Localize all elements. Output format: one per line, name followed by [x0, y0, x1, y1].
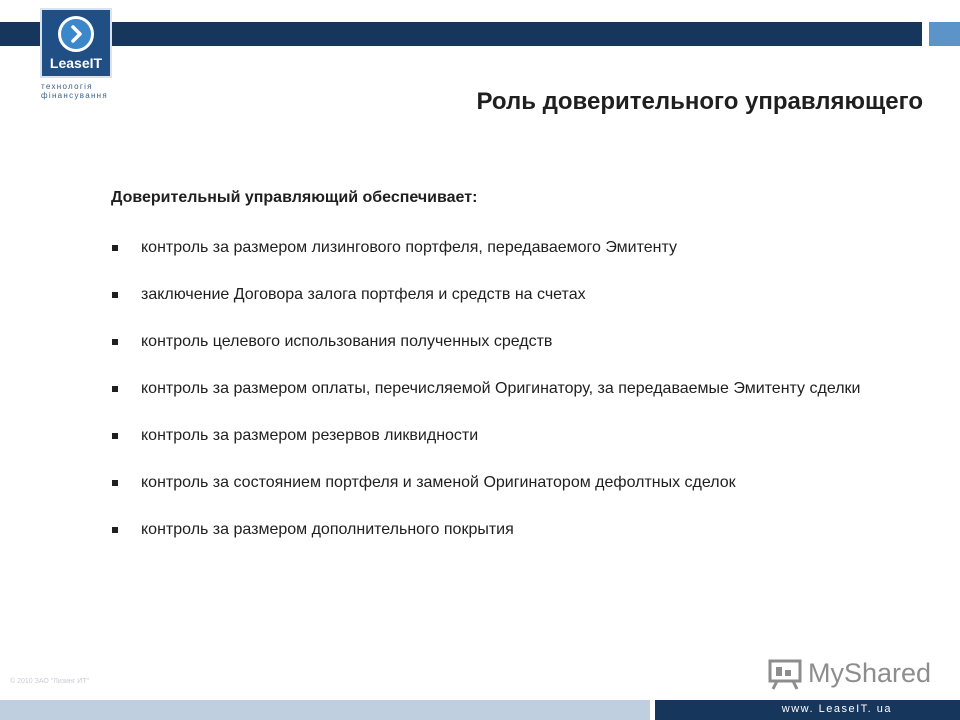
bullet-item	[111, 285, 931, 305]
watermark-text: MyShared	[808, 658, 932, 688]
bullet-square-icon	[112, 386, 118, 392]
bullet-square-icon	[112, 433, 118, 439]
page-title: Роль доверительного управляющего	[476, 88, 923, 115]
header-bar	[0, 22, 922, 46]
bullet-square-icon	[112, 339, 118, 345]
tagline-line-1: технологія	[41, 82, 93, 91]
logo-name: LeaseIT	[49, 55, 103, 71]
bullet-item	[111, 379, 931, 399]
bullet-text: контроль за размером оплаты, перечисляемой Оригинатору, за передаваемые Эмитенту сделки	[141, 380, 861, 397]
bullet-text: контроль за размером дополнительного покрытия	[141, 521, 514, 538]
bullet-list	[111, 238, 931, 567]
bullet-text: контроль за размером лизингового портфеля, передаваемого Эмитенту	[141, 239, 677, 256]
bullet-text: контроль за размером резервов ликвидности	[141, 427, 479, 444]
bullet-item	[111, 426, 931, 446]
bullet-square-icon	[112, 292, 118, 298]
bullet-item	[111, 473, 931, 493]
bullet-text: контроль целевого использования полученных средств	[141, 333, 553, 350]
logo-arrow-icon	[58, 16, 94, 52]
bullet-square-icon	[112, 527, 118, 533]
intro-heading: Доверительный управляющий обеспечивает:	[111, 189, 478, 206]
bullet-square-icon	[112, 480, 118, 486]
bullet-item	[111, 520, 931, 540]
website-url: www. LeaseIT. ua	[781, 703, 892, 715]
tagline-line-2: фінансування	[41, 91, 109, 100]
header-accent-square	[929, 22, 960, 46]
copyright-text: © 2010 ЗАО "Лизинг ИТ"	[10, 678, 90, 685]
logo-tagline	[41, 82, 131, 100]
bullet-text: контроль за состоянием портфеля и заменой Оригинатором дефолтных сделок	[141, 474, 736, 491]
bullet-square-icon	[112, 245, 118, 251]
presentation-board-icon	[768, 658, 802, 690]
bullet-item	[111, 332, 931, 352]
bullet-text: заключение Договора залога портфеля и средств на счетах	[141, 286, 586, 303]
footer-bar-light	[0, 700, 650, 720]
bullet-item	[111, 238, 931, 258]
leaseit-logo	[40, 8, 112, 78]
